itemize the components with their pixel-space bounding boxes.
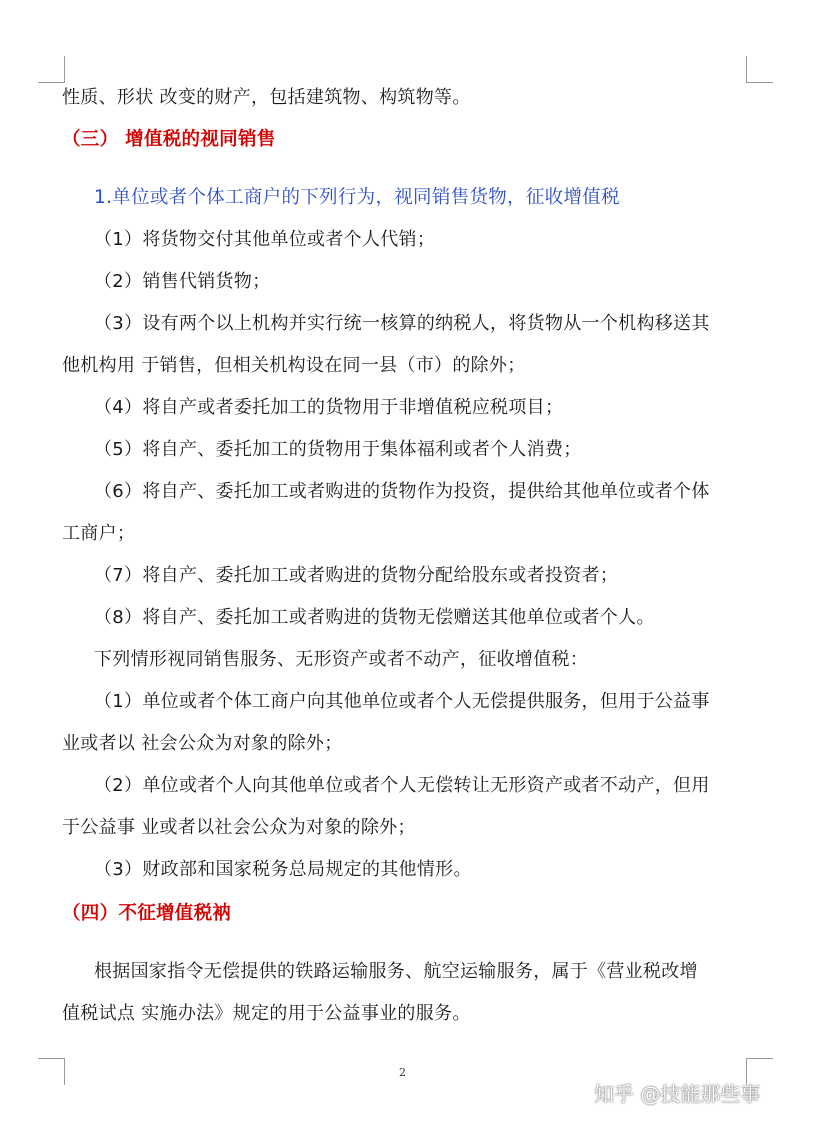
services-item-2-continued: 于公益事 业或者以社会公众为对象的除外； — [62, 817, 416, 838]
list-item-8: （8）将自产、委托加工或者购进的货物无偿赠送其他单位或者个人。 — [94, 607, 655, 628]
list-item-6-continued: 工商户； — [62, 523, 136, 544]
crop-mark-top-right — [746, 56, 773, 83]
paragraph-line: 根据国家指令无偿提供的铁路运输服务、航空运输服务，属于《营业税改增 — [94, 961, 698, 982]
services-item-3: （3）财政部和国家税务总局规定的其他情形。 — [94, 859, 472, 880]
watermark: 知乎 @技能那些事 — [594, 1082, 761, 1106]
section-heading-4: （四）不征增值税衲 — [62, 903, 232, 924]
services-item-2: （2）单位或者个人向其他单位或者个人无偿转让无形资产或者不动产，但用 — [94, 775, 710, 796]
list-item-7: （7）将自产、委托加工或者购进的货物分配给股东或者投资者； — [94, 565, 619, 586]
list-item-4: （4）将自产或者委托加工的货物用于非增值税应税项目； — [94, 397, 564, 418]
paragraph-line: 性质、形状 改变的财产，包括建筑物、构筑物等。 — [62, 87, 471, 108]
services-item-1: （1）单位或者个体工商户向其他单位或者个人无偿提供服务，但用于公益事 — [94, 691, 710, 712]
list-item-5: （5）将自产、委托加工的货物用于集体福利或者个人消费； — [94, 439, 582, 460]
subsection-heading-1: 1.单位或者个体工商户的下列行为，视同销售货物，征收增值税 — [94, 187, 620, 208]
list-item-3-continued: 他机构用 于销售，但相关机构设在同一县（市）的除外； — [62, 355, 526, 376]
services-item-1-continued: 业或者以 社会公众为对象的除外； — [62, 733, 343, 754]
paragraph-line: 值税试点 实施办法》规定的用于公益事业的服务。 — [62, 1003, 471, 1024]
paragraph-intro: 下列情形视同销售服务、无形资产或者不动产，征收增值税： — [94, 649, 589, 670]
list-item-2: （2）销售代销货物； — [94, 271, 271, 292]
list-item-1: （1）将货物交付其他单位或者个人代销； — [94, 229, 436, 250]
list-item-3: （3）设有两个以上机构并实行统一核算的纳税人，将货物从一个机构移送其 — [94, 313, 710, 334]
page-number: 2 — [399, 1066, 406, 1079]
list-item-6: （6）将自产、委托加工或者购进的货物作为投资，提供给其他单位或者个体 — [94, 481, 710, 502]
crop-mark-bottom-left — [38, 1058, 65, 1085]
section-heading-3: （三） 增值税的视同销售 — [62, 129, 276, 150]
crop-mark-top-left — [38, 56, 65, 83]
